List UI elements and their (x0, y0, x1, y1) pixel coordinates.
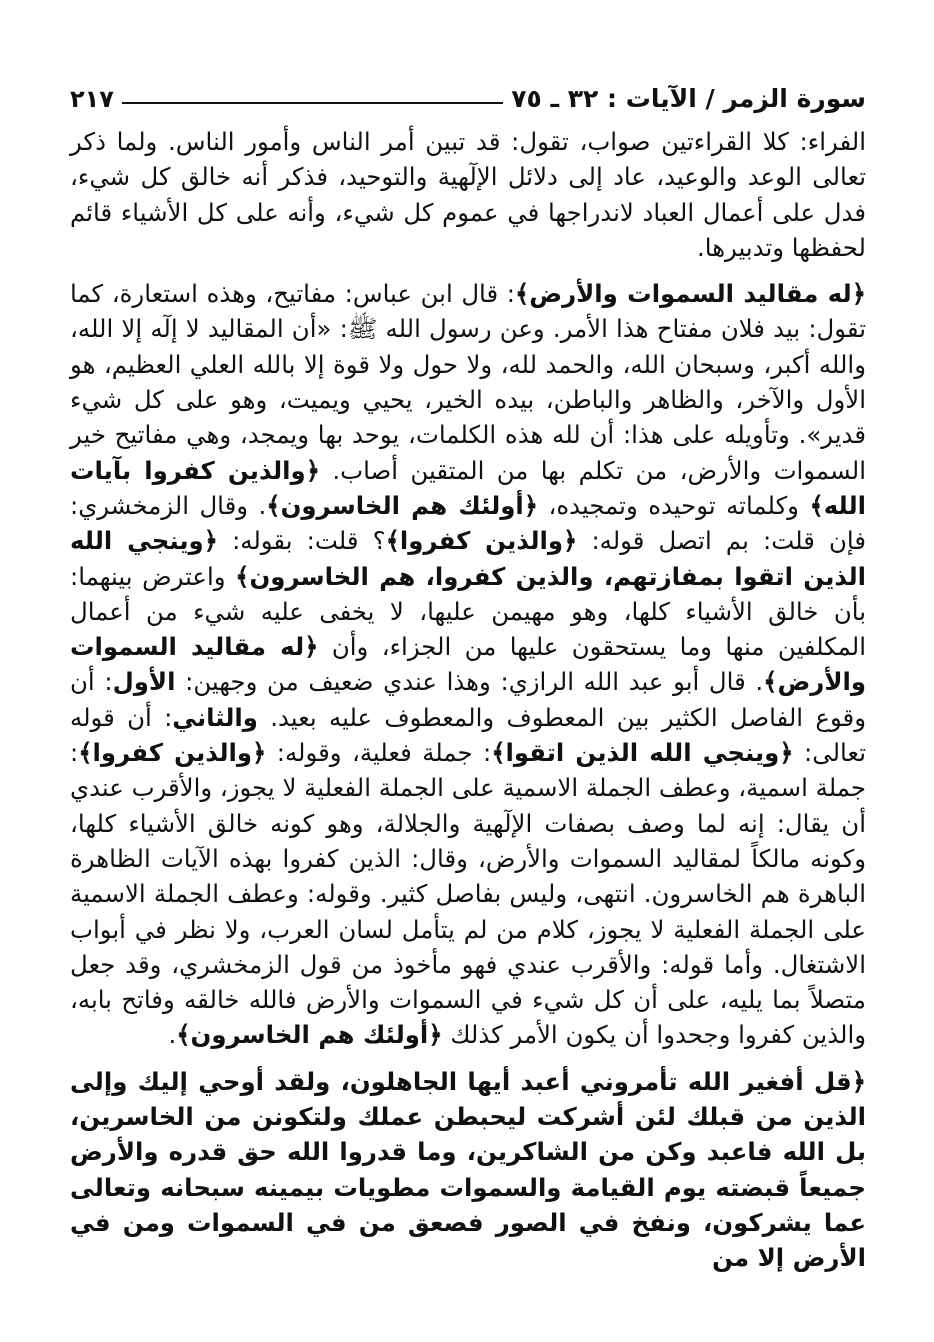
header-rule (122, 102, 503, 104)
document-page (70, 80, 866, 1276)
text-segment: . قال أبو عبد الله الرازي: وهذا عندي ضعيف من وجهين: (175, 667, 764, 697)
page-number: ٢١٧ (70, 85, 114, 113)
quran-verse: ﴿قل أفغير الله تأمروني أعبد أيها الجاهلون، ولقد أوحي إليك وإلى الذين من قبلك لئن أشركت ليحبطن عملك ولتكونن من الخاسرين، بل الله فاعبد وكن من الشاكرين، وما قدروا الله حق قدره والأرض جميعاً قبضته يوم القيامة والسموات مطويات بيمينه سبحانه وتعالى عما يشركون، ونفخ في الصور فصعق من في السموات ومن في الأرض إلا من (70, 1066, 866, 1273)
quran-verse: ﴿له مقاليد السموات والأرض﴾ (515, 279, 867, 309)
running-header (70, 80, 866, 118)
emphasis-label: الأول (112, 667, 176, 697)
text-segment: . (168, 1020, 177, 1050)
text-segment: : أن قوله تعالى: (70, 702, 866, 768)
quran-verse: ﴿وينجي الله الذين اتقوا﴾ (491, 738, 794, 768)
paragraph-1 (70, 124, 866, 265)
paragraph-2 (70, 276, 866, 1053)
text-segment: : جملة اسمية، وعطف الجملة الاسمية على الجملة الفعلية لا يجوز، والأقرب عندي أن يقال: إنه لما وصف بصفات الإلٓهية والجلالة، وهو كونه خالق الأشياء كلها، وكونه مالكاً لمقاليد السموات والأرض، وقال: الذين كفروا بهذه الآيات الظاهرة الباهرة هم الخاسرون. انتهى، وليس بفاصل كثير. وقوله: وعطف الجملة الاسمية على الجملة الفعلية لا يجوز، كلام من لم يتأمل لسان العرب، ولا نظر في أبواب الاشتغال. وأما قوله: والأقرب عندي فهو مأخوذ من قول الزمخشري، وقد جعل متصلاً بما يليه، على أن كل شيء في السموات والأرض فالله خالقه وفاتح بابه، والذين كفروا وجحدوا أن يكون الأمر كذلك (70, 738, 866, 1050)
text-segment: : قال ابن عباس: مفاتيح، وهذه استعارة، كما تقول: بيد فلان مفتاح هذا الأمر. وعن رسول الله ﷺ: «أن المقاليد لا إلٓه إلا الله، والله أكبر، وسبحان الله، والحمد لله، ولا حول ولا قوة إلا بالله العلي العظيم، هو الأول والآخر، والظاهر والباطن، بيده الخير، يحيي ويميت، وهو على كل شيء قدير». وتأويله على هذا: أن لله هذه الكلمات، يوحد بها ويمجد، وهي مفاتيح خير السموات والأرض، من تكلم بها من المتقين أصاب. (70, 279, 866, 485)
paragraph-3 (70, 1064, 866, 1276)
quran-verse: ﴿أولئك هم الخاسرون﴾ (266, 490, 539, 520)
text-segment: واعترض بينهما: بأن خالق الأشياء كلها، وهو مهيمن عليها، لا يخفى عليه شيء من أعمال المكلفين منها وما يستحقون عليها من الجزاء، وأن (70, 561, 866, 662)
quran-verse: ﴿والذين كفروا﴾ (385, 526, 578, 556)
text-segment: الفراء: كلا القراءتين صواب، تقول: قد تبين أمر الناس وأمور الناس. ولما ذكر تعالى الوعد والوعيد، عاد إلى دلائل الإلٓهية والتوحيد، فذكر أنه خالق كل شيء، فدل على أعمال العباد لاندراجها في عموم كل شيء، وأنه على كل الأشياء قائم لحفظها وتدبيرها. (70, 127, 866, 262)
quran-verse: ﴿والذين كفروا بآيات الله﴾ (70, 455, 866, 520)
surah-title: سورة الزمر / الآيات : ٣٢ ـ ٧٥ (511, 84, 866, 113)
quran-verse: ﴿له مقاليد السموات والأرض﴾ (70, 632, 866, 697)
quran-verse: ﴿والذين كفروا﴾ (78, 738, 267, 768)
text-segment: ؟ قلت: بقوله: (217, 526, 386, 556)
emphasis-label: والثاني (172, 702, 258, 732)
text-segment: : جملة فعلية، وقوله: (266, 738, 492, 768)
quran-verse: ﴿وينجي الله الذين اتقوا بمفازتهم، والذين كفروا، هم الخاسرون﴾ (70, 526, 867, 591)
quran-verse: ﴿أولئك هم الخاسرون﴾ (176, 1020, 443, 1050)
text-segment: . وقال الزمخشري: فإن قلت: بم اتصل قوله: (70, 490, 866, 556)
text-segment: : أن وقوع الفاصل الكثير بين المعطوف والمعطوف عليه بعيد. (70, 667, 866, 732)
text-segment: وكلماته توحيده وتمجيده، (538, 490, 810, 520)
